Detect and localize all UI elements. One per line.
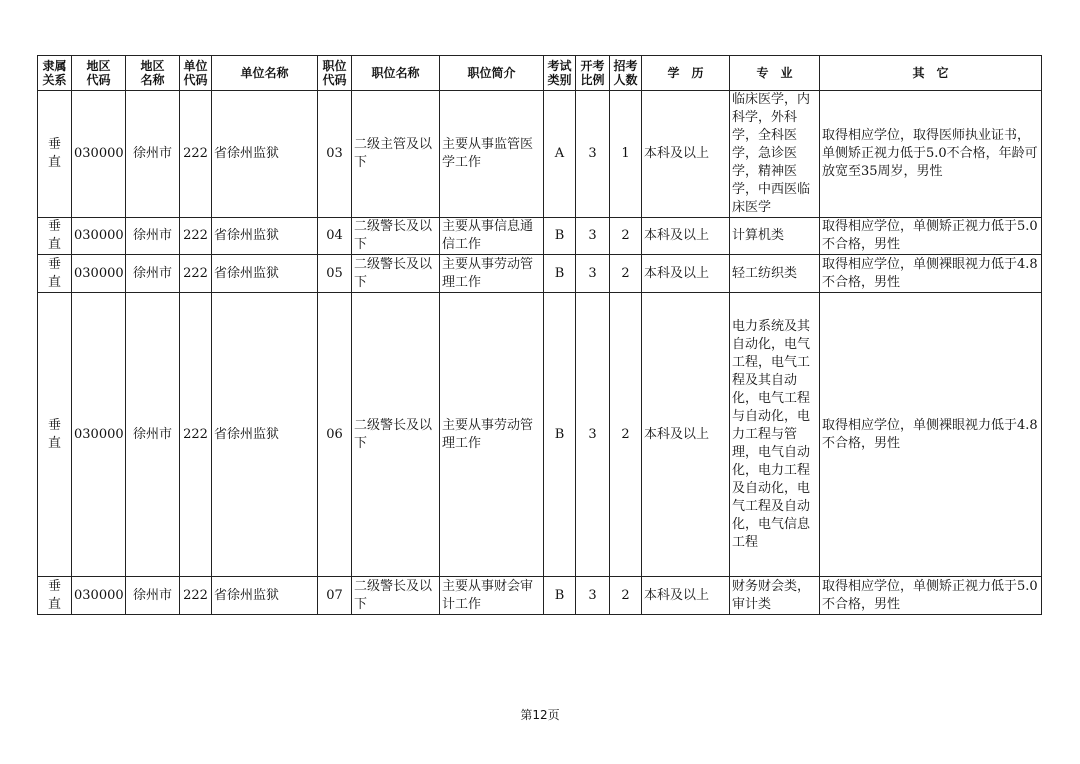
cell-other: 取得相应学位，单侧裸眼视力低于4.8不合格，男性 — [820, 255, 1042, 293]
cell-unit-name: 省徐州监狱 — [212, 255, 318, 293]
cell-relation: 垂 直 — [38, 218, 72, 255]
cell-education: 本科及以上 — [642, 218, 730, 255]
table-row — [38, 218, 1042, 255]
column-header: 职位名称 — [352, 56, 440, 91]
cell-area-name: 徐州市 — [126, 218, 180, 255]
cell-unit-name: 省徐州监狱 — [212, 293, 318, 577]
cell-area-code: 030000 — [72, 577, 126, 615]
table-row — [38, 577, 1042, 615]
column-header: 职位 代码 — [318, 56, 352, 91]
cell-exam-type: B — [544, 577, 576, 615]
cell-post-desc: 主要从事监管医学工作 — [440, 91, 544, 218]
column-header: 单位 代码 — [180, 56, 212, 91]
cell-ratio: 3 — [576, 218, 610, 255]
cell-post-name: 二级警长及以下 — [352, 293, 440, 577]
cell-area-code: 030000 — [72, 91, 126, 218]
cell-post-name: 二级警长及以下 — [352, 577, 440, 615]
cell-unit-name: 省徐州监狱 — [212, 218, 318, 255]
column-header: 地区 名称 — [126, 56, 180, 91]
column-header: 学 历 — [642, 56, 730, 91]
cell-relation: 垂 直 — [38, 577, 72, 615]
cell-unit-code: 222 — [180, 218, 212, 255]
cell-ratio: 3 — [576, 577, 610, 615]
column-header: 地区 代码 — [72, 56, 126, 91]
cell-relation: 垂 直 — [38, 91, 72, 218]
cell-count: 1 — [610, 91, 642, 218]
cell-area-name: 徐州市 — [126, 255, 180, 293]
cell-major: 计算机类 — [730, 218, 820, 255]
table-row — [38, 255, 1042, 293]
column-header: 招考 人数 — [610, 56, 642, 91]
cell-post-code: 05 — [318, 255, 352, 293]
cell-other: 取得相应学位，取得医师执业证书，单侧矫正视力低于5.0不合格，年龄可放宽至35周岁，男性 — [820, 91, 1042, 218]
cell-count: 2 — [610, 255, 642, 293]
cell-major: 财务财会类，审计类 — [730, 577, 820, 615]
cell-unit-name: 省徐州监狱 — [212, 91, 318, 218]
cell-major: 轻工纺织类 — [730, 255, 820, 293]
table-row — [38, 91, 1042, 218]
cell-education: 本科及以上 — [642, 577, 730, 615]
cell-area-name: 徐州市 — [126, 91, 180, 218]
cell-education: 本科及以上 — [642, 91, 730, 218]
page-number: 第12页 — [520, 708, 560, 722]
cell-education: 本科及以上 — [642, 255, 730, 293]
cell-area-code: 030000 — [72, 293, 126, 577]
cell-major: 电力系统及其自动化，电气工程，电气工程及其自动化，电气工程与自动化，电力工程与管理，电气自动化，电力工程及自动化，电气工程及自动化，电气信息工程 — [730, 293, 820, 577]
cell-post-code: 07 — [318, 577, 352, 615]
column-header: 专 业 — [730, 56, 820, 91]
cell-count: 2 — [610, 577, 642, 615]
column-header: 职位简介 — [440, 56, 544, 91]
cell-post-code: 06 — [318, 293, 352, 577]
column-header: 考试 类别 — [544, 56, 576, 91]
cell-unit-code: 222 — [180, 577, 212, 615]
cell-other: 取得相应学位，单侧裸眼视力低于4.8不合格，男性 — [820, 293, 1042, 577]
cell-exam-type: B — [544, 218, 576, 255]
cell-exam-type: B — [544, 293, 576, 577]
cell-relation: 垂 直 — [38, 293, 72, 577]
cell-area-code: 030000 — [72, 255, 126, 293]
cell-area-name: 徐州市 — [126, 293, 180, 577]
cell-area-code: 030000 — [72, 218, 126, 255]
cell-count: 2 — [610, 293, 642, 577]
cell-ratio: 3 — [576, 91, 610, 218]
cell-post-code: 03 — [318, 91, 352, 218]
cell-major: 临床医学，内科学，外科学，全科医学，急诊医学，精神医学，中西医临床医学 — [730, 91, 820, 218]
cell-post-desc: 主要从事信息通信工作 — [440, 218, 544, 255]
column-header: 其 它 — [820, 56, 1042, 91]
cell-post-desc: 主要从事劳动管理工作 — [440, 255, 544, 293]
job-listing-table — [37, 55, 1042, 615]
cell-post-name: 二级主管及以下 — [352, 91, 440, 218]
cell-ratio: 3 — [576, 293, 610, 577]
cell-unit-code: 222 — [180, 255, 212, 293]
cell-ratio: 3 — [576, 255, 610, 293]
column-header: 开考 比例 — [576, 56, 610, 91]
cell-relation: 垂 直 — [38, 255, 72, 293]
cell-exam-type: B — [544, 255, 576, 293]
cell-post-name: 二级警长及以下 — [352, 255, 440, 293]
column-header: 单位名称 — [212, 56, 318, 91]
cell-area-name: 徐州市 — [126, 577, 180, 615]
table-row — [38, 293, 1042, 577]
cell-education: 本科及以上 — [642, 293, 730, 577]
cell-post-desc: 主要从事财会审计工作 — [440, 577, 544, 615]
cell-post-code: 04 — [318, 218, 352, 255]
cell-unit-name: 省徐州监狱 — [212, 577, 318, 615]
header-row — [38, 56, 1042, 91]
cell-unit-code: 222 — [180, 293, 212, 577]
cell-exam-type: A — [544, 91, 576, 218]
cell-post-desc: 主要从事劳动管理工作 — [440, 293, 544, 577]
cell-post-name: 二级警长及以下 — [352, 218, 440, 255]
cell-other: 取得相应学位，单侧矫正视力低于5.0不合格，男性 — [820, 218, 1042, 255]
column-header: 隶属 关系 — [38, 56, 72, 91]
cell-count: 2 — [610, 218, 642, 255]
cell-other: 取得相应学位，单侧矫正视力低于5.0不合格，男性 — [820, 577, 1042, 615]
cell-unit-code: 222 — [180, 91, 212, 218]
